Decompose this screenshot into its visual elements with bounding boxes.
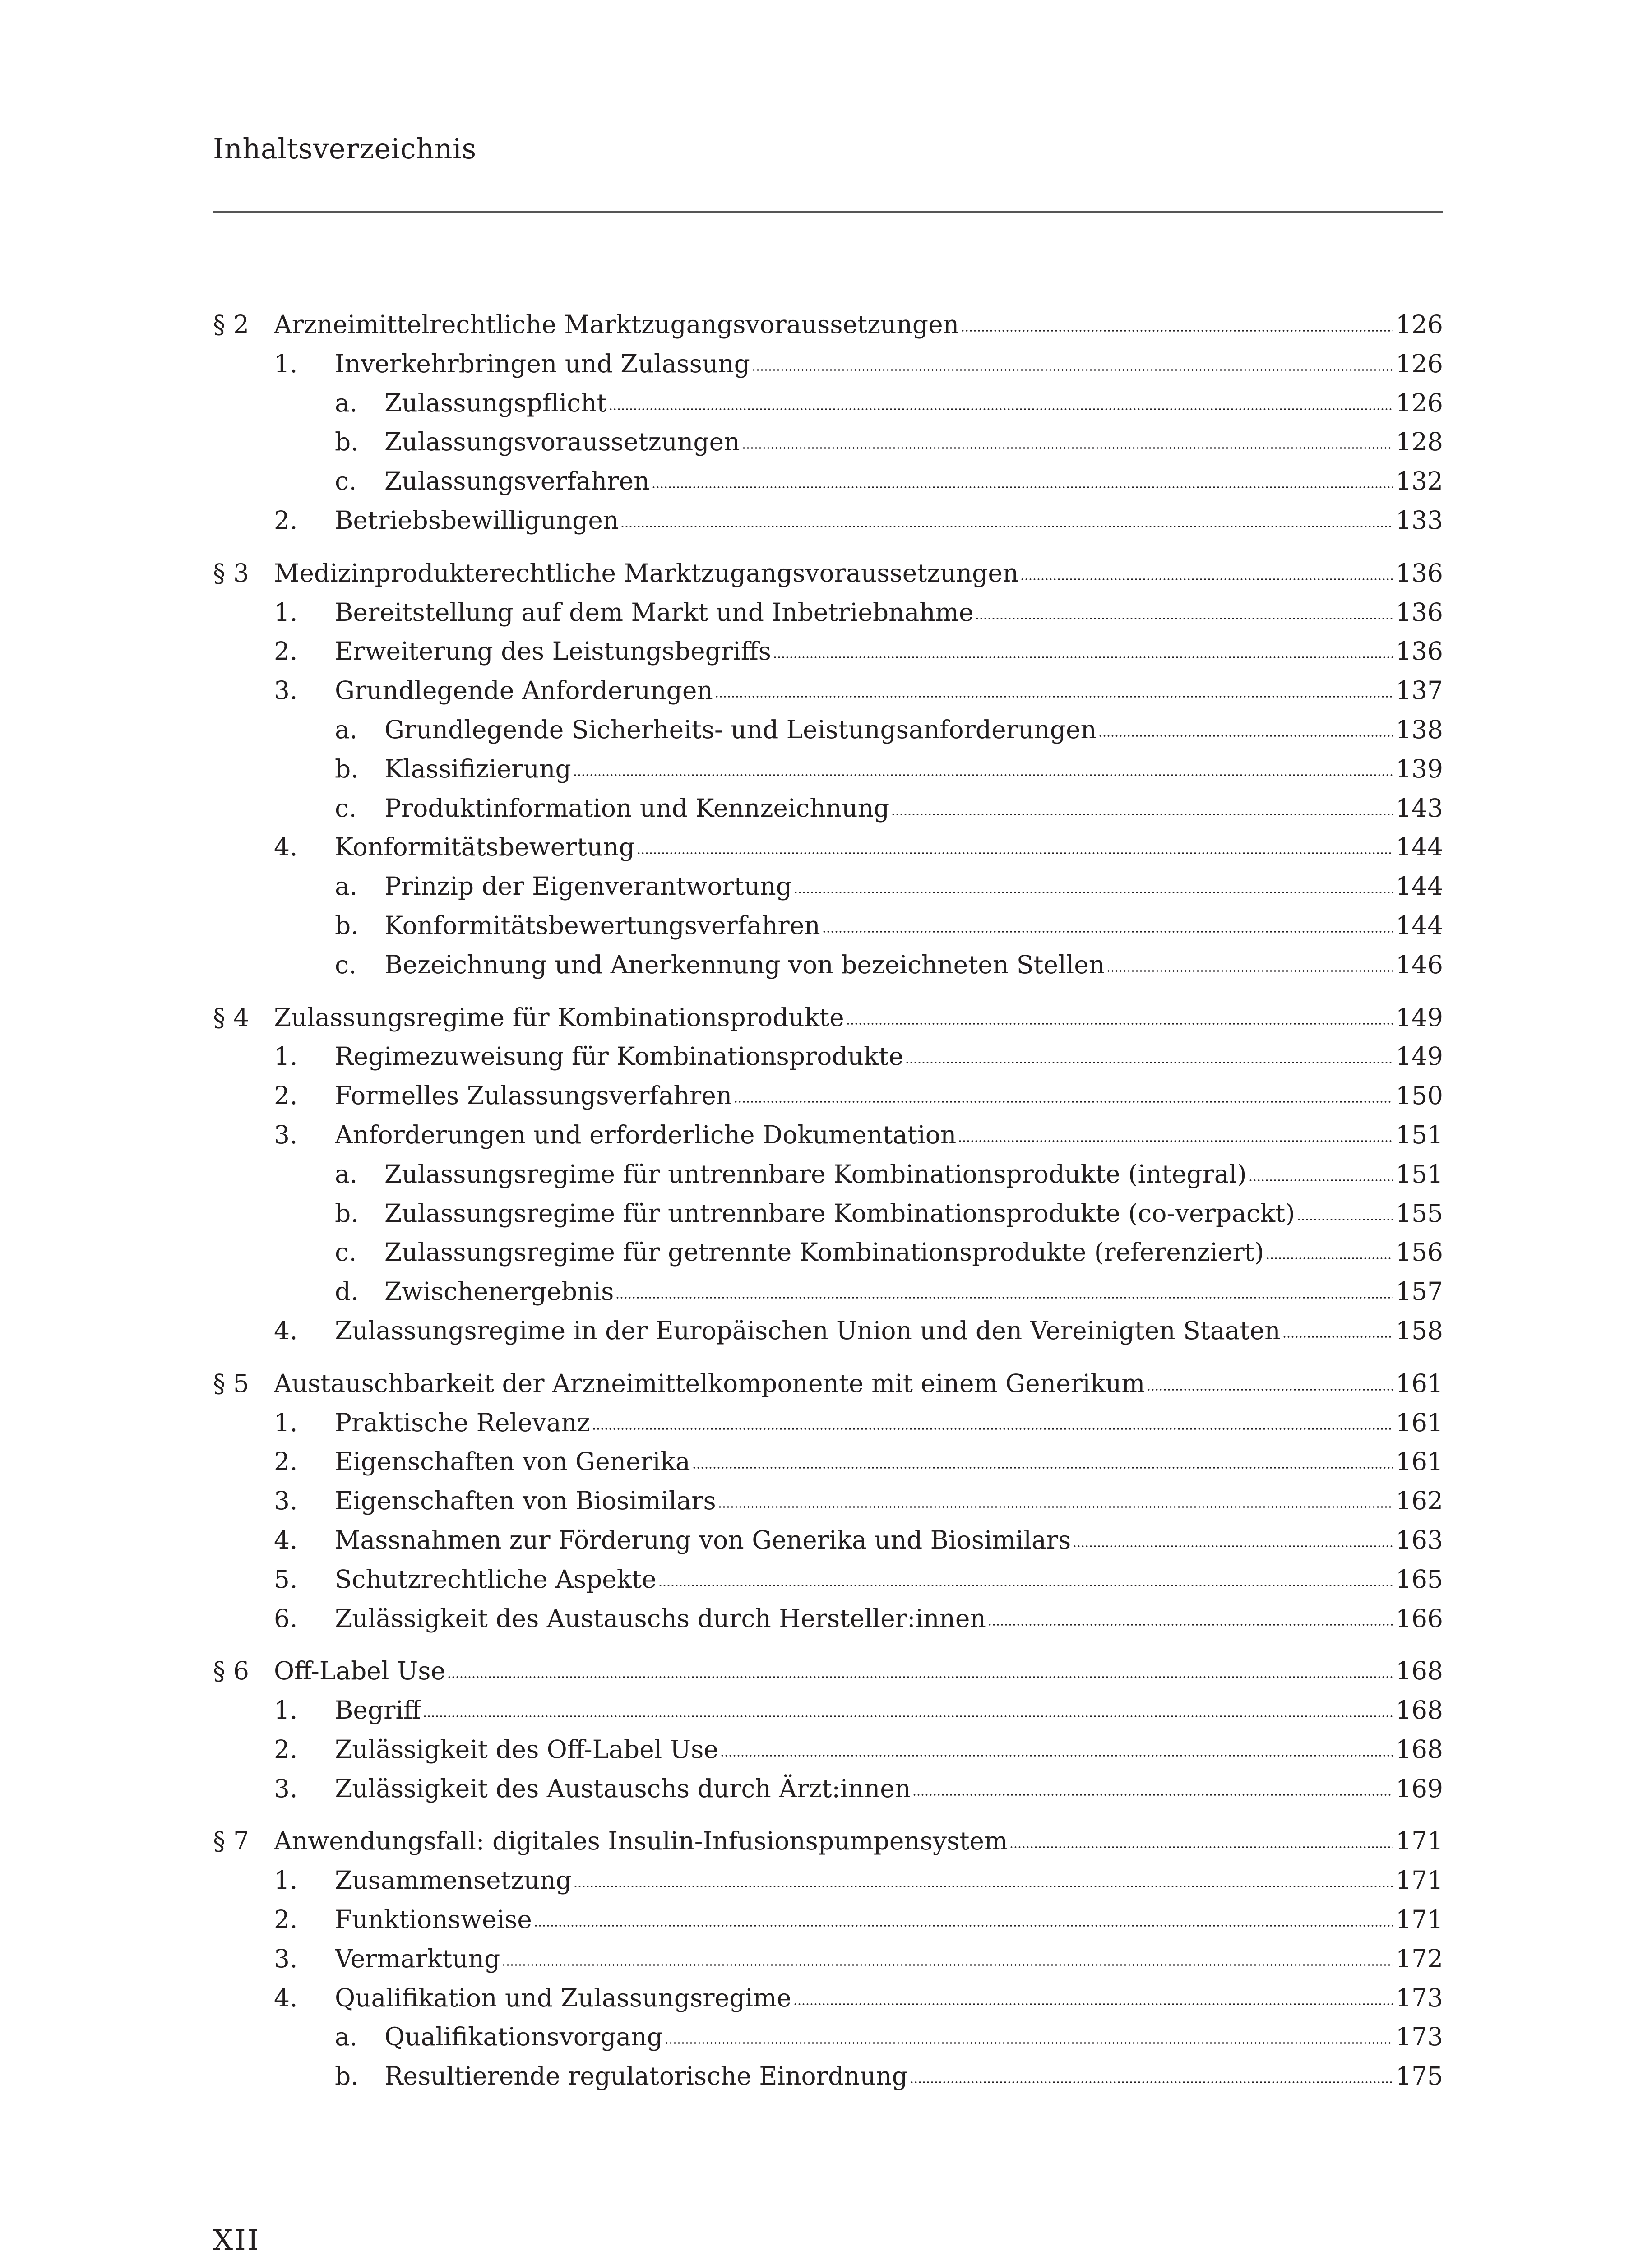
toc-subsubsection[interactable] (213, 2017, 1443, 2057)
dot-leader (502, 1963, 1393, 1967)
toc-entry-line (384, 789, 1443, 828)
toc-entry-line (335, 828, 1443, 867)
toc-entry-number: a. (335, 388, 358, 417)
toc-entry-page: 151 (1396, 1120, 1443, 1149)
toc-entry-number: 2. (274, 1081, 298, 1110)
toc-entry-page: 161 (1396, 1368, 1443, 1398)
toc-entry-title: Zusammensetzung (335, 1866, 572, 1895)
toc-entry-title: Eigenschaften von Generika (335, 1447, 690, 1476)
toc-entry-page: 128 (1396, 427, 1443, 457)
toc-entry-title: Qualifikation und Zulassungsregime (335, 1983, 791, 2012)
dot-leader (423, 1714, 1393, 1719)
toc-entry-line (335, 501, 1443, 540)
toc-subsection[interactable] (213, 593, 1443, 632)
toc-entry-number: § 7 (213, 1826, 249, 1856)
toc-entry-line (384, 1194, 1443, 1233)
toc-entry-line (335, 1861, 1443, 1900)
toc-entry-number: c. (335, 1238, 357, 1267)
dot-leader (910, 2080, 1393, 2085)
table-of-contents (213, 305, 1443, 2096)
toc-entry-page: 144 (1396, 911, 1443, 940)
dot-leader (715, 694, 1393, 699)
toc-entry-page: 126 (1396, 388, 1443, 417)
dot-leader (822, 929, 1393, 934)
toc-entry-page: 168 (1396, 1734, 1443, 1764)
toc-entry-line (335, 593, 1443, 632)
toc-entry-title: Zulassungsregime für untrennbare Kombinationsprodukte (co-verpackt) (384, 1198, 1295, 1228)
dot-leader (665, 2041, 1393, 2045)
toc-subsection[interactable] (213, 632, 1443, 671)
dot-leader (574, 1884, 1393, 1889)
toc-entry-title: Betriebsbewilligungen (335, 505, 619, 535)
toc-entry-page: 172 (1396, 1944, 1443, 1973)
dot-leader (609, 407, 1393, 411)
toc-entry-page: 136 (1396, 637, 1443, 666)
toc-entry-line (384, 1233, 1443, 1272)
toc-entry-title: Praktische Relevanz (335, 1408, 590, 1437)
toc-subsubsection[interactable] (213, 945, 1443, 985)
toc-entry-number: 2. (274, 637, 298, 666)
toc-entry-title: Regimezuweisung für Kombinationsprodukte (335, 1042, 903, 1071)
toc-subsection[interactable] (213, 1560, 1443, 1599)
toc-entry-page: 155 (1396, 1198, 1443, 1228)
toc-entry-page: 162 (1396, 1486, 1443, 1516)
dot-leader (1106, 969, 1393, 973)
dot-leader (988, 1623, 1393, 1627)
toc-entry-page: 168 (1396, 1696, 1443, 1725)
toc-entry-page: 166 (1396, 1604, 1443, 1633)
toc-entry-number: b. (335, 911, 359, 940)
dot-leader (793, 2002, 1393, 2006)
toc-entry-title: Prinzip der Eigenverantwortung (384, 872, 792, 901)
toc-entry-line (384, 384, 1443, 423)
toc-entry-page: 146 (1396, 950, 1443, 979)
toc-section[interactable] (213, 1651, 1443, 1691)
toc-entry-line (335, 1037, 1443, 1076)
toc-entry-number: c. (335, 950, 357, 979)
toc-entry-number: a. (335, 2022, 358, 2052)
toc-entry-page: 168 (1396, 1656, 1443, 1686)
toc-entry-number: 3. (274, 1486, 298, 1516)
dot-leader (1147, 1387, 1393, 1392)
toc-entry-line (384, 749, 1443, 789)
dot-leader (1073, 1544, 1393, 1549)
toc-entry-number: 3. (274, 1944, 298, 1973)
toc-entry-page: 149 (1396, 1003, 1443, 1032)
toc-entry-number: 5. (274, 1564, 298, 1594)
toc-entry-number: § 6 (213, 1656, 249, 1686)
header-rule (213, 211, 1443, 213)
toc-entry-number: 3. (274, 1774, 298, 1803)
toc-entry-page: 126 (1396, 349, 1443, 378)
toc-section[interactable] (213, 1821, 1443, 1861)
toc-entry-line (335, 632, 1443, 671)
toc-entry-line (384, 945, 1443, 985)
toc-subsection[interactable] (213, 1037, 1443, 1076)
toc-entry-title: Grundlegende Sicherheits- und Leistungsanforderungen (384, 715, 1097, 744)
toc-entry-line (335, 1939, 1443, 1979)
toc-entry-page: 150 (1396, 1081, 1443, 1110)
toc-subsubsection[interactable] (213, 906, 1443, 945)
toc-subsection[interactable] (213, 828, 1443, 867)
toc-entry-line (274, 1651, 1443, 1691)
toc-entry-title: Produktinformation und Kennzeichnung (384, 793, 890, 823)
dot-leader (615, 1295, 1393, 1300)
dot-leader (734, 1100, 1393, 1104)
dot-leader (658, 1583, 1393, 1588)
toc-entry-line (384, 710, 1443, 749)
toc-subsection[interactable] (213, 1311, 1443, 1350)
dot-leader (891, 812, 1393, 817)
toc-subsubsection[interactable] (213, 789, 1443, 828)
toc-subsubsection[interactable] (213, 1272, 1443, 1311)
toc-entry-title: Anwendungsfall: digitales Insulin-Infusionspumpensystem (274, 1826, 1008, 1856)
toc-subsection[interactable] (213, 671, 1443, 710)
dot-leader (905, 1060, 1393, 1065)
toc-entry-title: Formelles Zulassungsverfahren (335, 1081, 732, 1110)
toc-subsection[interactable] (213, 1861, 1443, 1900)
toc-entry-page: 175 (1396, 2062, 1443, 2091)
toc-entry-line (335, 1730, 1443, 1769)
toc-subsection[interactable] (213, 1521, 1443, 1560)
dot-leader (742, 446, 1393, 450)
toc-entry-page: 136 (1396, 558, 1443, 587)
toc-entry-title: Inverkehrbringen und Zulassung (335, 349, 750, 378)
toc-entry-line (274, 554, 1443, 593)
toc-entry-title: Zulässigkeit des Off-Label Use (335, 1734, 718, 1764)
toc-entry-title: Zulassungsregime für untrennbare Kombinationsprodukte (integral) (384, 1159, 1247, 1188)
toc-entry-line (335, 1115, 1443, 1155)
toc-entry-line (335, 1521, 1443, 1560)
toc-entry-line (384, 1272, 1443, 1311)
dot-leader (692, 1465, 1393, 1470)
dot-leader (912, 1793, 1393, 1797)
toc-entry-line (384, 2017, 1443, 2057)
dot-leader (720, 1753, 1393, 1758)
toc-entry-line (384, 462, 1443, 501)
toc-entry-number: b. (335, 754, 359, 783)
toc-entry-number: 4. (274, 1525, 298, 1554)
toc-entry-line (335, 1442, 1443, 1481)
dot-leader (534, 1923, 1393, 1928)
toc-section[interactable] (213, 1364, 1443, 1403)
toc-entry-title: Massnahmen zur Förderung von Generika und Biosimilars (335, 1525, 1071, 1554)
toc-subsection[interactable] (213, 501, 1443, 540)
toc-section[interactable] (213, 998, 1443, 1037)
toc-entry-title: Klassifizierung (384, 754, 571, 783)
toc-section[interactable] (213, 305, 1443, 344)
toc-entry-title: Medizinprodukterechtliche Marktzugangsvoraussetzungen (274, 558, 1019, 587)
toc-entry-line (274, 1821, 1443, 1861)
toc-subsection[interactable] (213, 1691, 1443, 1730)
dot-leader (975, 616, 1393, 621)
dot-leader (637, 851, 1393, 855)
dot-leader (447, 1675, 1393, 1679)
toc-entry-number: b. (335, 2062, 359, 2091)
toc-subsection[interactable] (213, 1115, 1443, 1155)
dot-leader (652, 485, 1393, 490)
toc-entry-number: 2. (274, 1734, 298, 1764)
toc-entry-title: Funktionsweise (335, 1905, 532, 1934)
toc-entry-number: 4. (274, 1316, 298, 1345)
toc-entry-page: 133 (1396, 505, 1443, 535)
toc-entry-page: 173 (1396, 2022, 1443, 2052)
toc-entry-page: 143 (1396, 793, 1443, 823)
toc-entry-number: 2. (274, 1905, 298, 1934)
toc-entry-page: 132 (1396, 467, 1443, 496)
toc-entry-line (335, 1311, 1443, 1350)
toc-entry-title: Zulassungsregime für getrennte Kombinationsprodukte (referenziert) (384, 1238, 1264, 1267)
toc-entry-number: 4. (274, 832, 298, 862)
toc-subsubsection[interactable] (213, 422, 1443, 462)
toc-subsection[interactable] (213, 1599, 1443, 1638)
toc-subsubsection[interactable] (213, 1194, 1443, 1233)
dot-leader (620, 524, 1393, 529)
toc-entry-page: 161 (1396, 1408, 1443, 1437)
dot-leader (846, 1022, 1393, 1026)
toc-entry-title: Konformitätsbewertung (335, 832, 635, 862)
toc-entry-number: 3. (274, 676, 298, 705)
toc-entry-title: Schutzrechtliche Aspekte (335, 1564, 657, 1594)
toc-subsection[interactable] (213, 1481, 1443, 1521)
toc-entry-line (274, 1364, 1443, 1403)
toc-entry-page: 165 (1396, 1564, 1443, 1594)
toc-entry-title: Zulassungsregime für Kombinationsprodukte (274, 1003, 844, 1032)
toc-subsection[interactable] (213, 1769, 1443, 1808)
dot-leader (592, 1427, 1393, 1431)
toc-entry-line (335, 1900, 1443, 1939)
toc-entry-title: Zulässigkeit des Austauschs durch Hersteller:innen (335, 1604, 986, 1633)
toc-entry-title: Zulässigkeit des Austauschs durch Ärzt:innen (335, 1774, 911, 1803)
toc-entry-number: 4. (274, 1983, 298, 2012)
toc-entry-line (384, 1155, 1443, 1194)
dot-leader (773, 655, 1393, 660)
toc-subsection[interactable] (213, 1939, 1443, 1979)
dot-leader (794, 890, 1393, 895)
toc-entry-title: Zulassungsverfahren (384, 467, 650, 496)
toc-entry-number: b. (335, 1198, 359, 1228)
toc-entry-line (335, 1691, 1443, 1730)
toc-entry-line (335, 1076, 1443, 1115)
toc-entry-page: 137 (1396, 676, 1443, 705)
toc-entry-number: § 3 (213, 558, 249, 587)
toc-entry-number: a. (335, 1159, 358, 1188)
toc-entry-line (335, 1599, 1443, 1638)
toc-entry-title: Zwischenergebnis (384, 1277, 614, 1306)
toc-entry-title: Resultierende regulatorische Einordnung (384, 2062, 908, 2091)
toc-entry-page: 171 (1396, 1866, 1443, 1895)
toc-entry-title: Erweiterung des Leistungsbegriffs (335, 637, 772, 666)
toc-entry-number: 1. (274, 1408, 298, 1437)
toc-entry-page: 173 (1396, 1983, 1443, 2012)
toc-entry-line (335, 1769, 1443, 1808)
toc-entry-title: Arzneimittelrechtliche Marktzugangsvoraussetzungen (274, 310, 959, 339)
toc-entry-line (274, 305, 1443, 344)
toc-subsubsection[interactable] (213, 384, 1443, 423)
toc-entry-title: Anforderungen und erforderliche Dokumentation (335, 1120, 957, 1149)
toc-entry-number: 1. (274, 349, 298, 378)
toc-subsubsection[interactable] (213, 2057, 1443, 2096)
toc-entry-title: Zulassungsvoraussetzungen (384, 427, 740, 457)
dot-leader (1266, 1256, 1393, 1261)
toc-entry-title: Bezeichnung und Anerkennung von bezeichneten Stellen (384, 950, 1105, 979)
dot-leader (1020, 577, 1393, 582)
toc-entry-number: 1. (274, 1696, 298, 1725)
toc-entry-number: c. (335, 467, 357, 496)
toc-entry-page: 161 (1396, 1447, 1443, 1476)
toc-subsubsection[interactable] (213, 710, 1443, 749)
toc-entry-number: b. (335, 427, 359, 457)
toc-entry-title: Austauschbarkeit der Arzneimittelkomponente mit einem Generikum (274, 1368, 1145, 1398)
toc-entry-line (384, 422, 1443, 462)
toc-entry-number: 2. (274, 1447, 298, 1476)
toc-entry-number: 3. (274, 1120, 298, 1149)
dot-leader (718, 1505, 1393, 1509)
toc-entry-page: 139 (1396, 754, 1443, 783)
toc-entry-number: § 4 (213, 1003, 249, 1032)
toc-entry-title: Grundlegende Anforderungen (335, 676, 713, 705)
toc-entry-line (274, 998, 1443, 1037)
toc-subsubsection[interactable] (213, 749, 1443, 789)
toc-entry-number: 2. (274, 505, 298, 535)
toc-entry-line (335, 1560, 1443, 1599)
toc-subsubsection[interactable] (213, 1155, 1443, 1194)
dot-leader (961, 328, 1393, 333)
toc-entry-page: 149 (1396, 1042, 1443, 1071)
toc-entry-page: 171 (1396, 1826, 1443, 1856)
toc-entry-line (335, 1979, 1443, 2018)
toc-subsection[interactable] (213, 1403, 1443, 1442)
toc-entry-page: 156 (1396, 1238, 1443, 1267)
toc-entry-line (384, 906, 1443, 945)
toc-subsection[interactable] (213, 1730, 1443, 1769)
toc-entry-page: 169 (1396, 1774, 1443, 1803)
dot-leader (1282, 1335, 1393, 1339)
toc-entry-number: a. (335, 715, 358, 744)
dot-leader (958, 1139, 1393, 1143)
toc-entry-page: 126 (1396, 310, 1443, 339)
toc-entry-line (335, 1403, 1443, 1442)
toc-entry-page: 157 (1396, 1277, 1443, 1306)
toc-entry-title: Bereitstellung auf dem Markt und Inbetriebnahme (335, 597, 974, 627)
toc-entry-page: 136 (1396, 597, 1443, 627)
toc-subsection[interactable] (213, 1900, 1443, 1939)
toc-entry-line (335, 1481, 1443, 1521)
toc-entry-title: Off-Label Use (274, 1656, 446, 1686)
toc-entry-page: 171 (1396, 1905, 1443, 1934)
dot-leader (752, 368, 1393, 372)
dot-leader (1297, 1217, 1393, 1222)
running-head: Inhaltsverzeichnis (213, 132, 477, 165)
toc-entry-number: 6. (274, 1604, 298, 1633)
toc-subsection[interactable] (213, 1076, 1443, 1115)
toc-entry-page: 138 (1396, 715, 1443, 744)
toc-entry-title: Zulassungspflicht (384, 388, 607, 417)
toc-entry-title: Eigenschaften von Biosimilars (335, 1486, 716, 1516)
toc-subsubsection[interactable] (213, 1233, 1443, 1272)
toc-entry-page: 163 (1396, 1525, 1443, 1554)
toc-subsubsection[interactable] (213, 462, 1443, 501)
toc-entry-number: d. (335, 1277, 359, 1306)
toc-entry-number: 1. (274, 597, 298, 627)
toc-entry-page: 151 (1396, 1159, 1443, 1188)
toc-entry-title: Begriff (335, 1696, 421, 1725)
toc-entry-page: 158 (1396, 1316, 1443, 1345)
toc-subsubsection[interactable] (213, 867, 1443, 906)
dot-leader (1249, 1178, 1393, 1183)
page-number: XII (213, 2224, 261, 2256)
toc-section[interactable] (213, 554, 1443, 593)
toc-entry-page: 144 (1396, 832, 1443, 862)
toc-entry-number: § 2 (213, 310, 249, 339)
toc-entry-line (335, 671, 1443, 710)
toc-entry-number: § 5 (213, 1368, 249, 1398)
toc-entry-number: 1. (274, 1042, 298, 1071)
toc-subsection[interactable] (213, 1442, 1443, 1481)
toc-entry-line (384, 2057, 1443, 2096)
toc-entry-title: Qualifikationsvorgang (384, 2022, 663, 2052)
toc-entry-line (335, 344, 1443, 384)
toc-entry-number: 1. (274, 1866, 298, 1895)
dot-leader (1098, 734, 1393, 738)
toc-entry-line (384, 867, 1443, 906)
toc-entry-number: a. (335, 872, 358, 901)
toc-subsection[interactable] (213, 344, 1443, 384)
dot-leader (573, 773, 1393, 777)
toc-entry-number: c. (335, 793, 357, 823)
toc-entry-title: Vermarktung (335, 1944, 500, 1973)
toc-entry-title: Zulassungsregime in der Europäischen Union und den Vereinigten Staaten (335, 1316, 1281, 1345)
toc-entry-page: 144 (1396, 872, 1443, 901)
toc-entry-title: Konformitätsbewertungsverfahren (384, 911, 820, 940)
toc-subsection[interactable] (213, 1979, 1443, 2018)
dot-leader (1009, 1845, 1393, 1849)
